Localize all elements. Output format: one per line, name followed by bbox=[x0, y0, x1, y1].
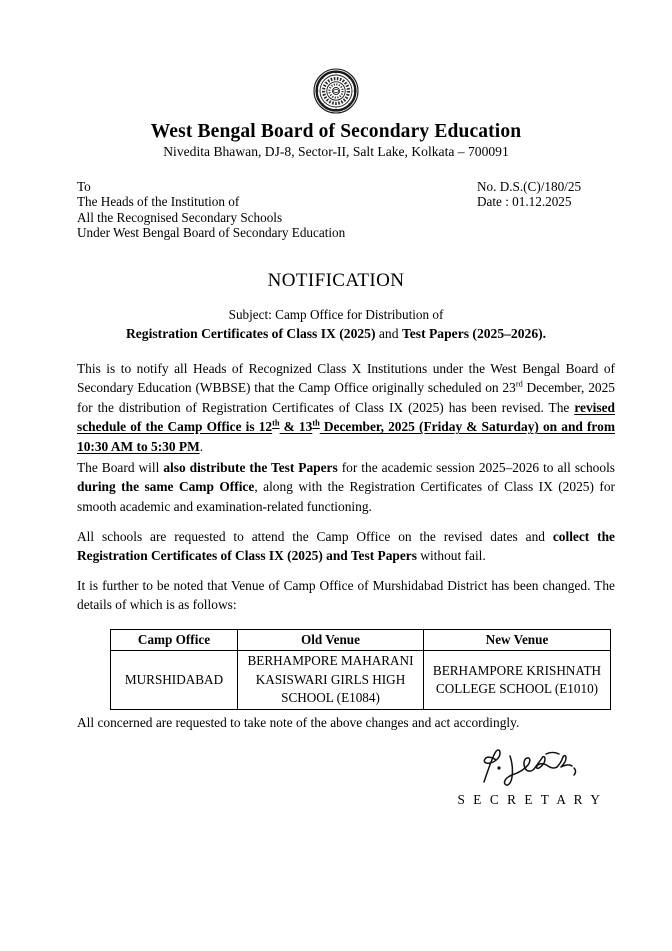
p1-underlined-1: revised schedule of the Camp Office is 12 bbox=[77, 399, 615, 435]
p2-bold-2: during the same Camp Office bbox=[77, 479, 255, 495]
p1-superscript-th-1: th bbox=[272, 418, 280, 428]
signature-block bbox=[440, 744, 620, 808]
signature-designation: S E C R E T A R Y bbox=[457, 792, 603, 807]
addressee-block bbox=[77, 179, 345, 241]
p1-superscript-rd: rd bbox=[515, 379, 523, 389]
p1-text-1: This is to notify all Heads of Recognized Class X Institutions under the West Bengal Board of Secondary Education (WBBSE) that the Camp Office originally scheduled on 23 bbox=[77, 361, 615, 396]
subject-bold-2: Test Papers (2025–2026). bbox=[401, 326, 547, 341]
handwritten-signature-icon bbox=[440, 744, 620, 790]
subject-bold-1: Registration Certificates of Class IX (2025) bbox=[125, 326, 376, 341]
organization-address: Nivedita Bhawan, DJ-8, Sector-II, Salt Lake, Kolkata – 700091 bbox=[163, 144, 509, 159]
p1-underlined-2: & 13 bbox=[279, 419, 313, 435]
addressee-line-4: Under West Bengal Board of Secondary Education bbox=[77, 225, 346, 241]
p3-bold-1: collect the Registration Certificates of Class IX (2025) and Test Papers bbox=[77, 529, 615, 564]
venue-change-table bbox=[110, 629, 611, 710]
p4-text-1: It is further to be noted that Venue of Camp Office of Murshidabad District has been changed. The details of which is as follows: bbox=[77, 578, 615, 613]
memo-date: Date : 01.12.2025 bbox=[477, 194, 572, 210]
reference-block bbox=[477, 179, 581, 210]
cell-old-venue: BERHAMPORE MAHARANI KASISWARI GIRLS HIGH SCHOOL (E1084) bbox=[238, 651, 424, 709]
column-header-new-venue: New Venue bbox=[424, 630, 611, 651]
cell-new-venue: BERHAMPORE KRISHNATH COLLEGE SCHOOL (E1010) bbox=[424, 651, 611, 709]
table-row bbox=[111, 651, 611, 709]
subject-line-1: Subject: Camp Office for Distribution of bbox=[228, 307, 444, 322]
paragraph-collect-certificates bbox=[77, 527, 615, 566]
notification-title: NOTIFICATION bbox=[267, 270, 405, 291]
p1-underlined-3: December, 2025 (Friday & Saturday) on and from 10:30 AM to 5:30 PM bbox=[77, 419, 615, 454]
paragraph-closing bbox=[77, 713, 615, 732]
organization-title: West Bengal Board of Secondary Education bbox=[150, 121, 522, 142]
p1-text-3: . bbox=[199, 438, 204, 454]
paragraph-venue-change bbox=[77, 576, 615, 615]
subject-line-2 bbox=[0, 326, 672, 342]
paragraph-test-papers bbox=[77, 458, 615, 516]
p5-text-1: All concerned are requested to take note of the above changes and act accordingly. bbox=[77, 715, 520, 730]
p2-text-2: for the academic session 2025–2026 to all schools bbox=[337, 460, 615, 475]
p2-text-3: , along with the Registration Certificates of Class IX (2025) for smooth academic and examination-related functioning. bbox=[77, 479, 616, 514]
subject-conjunction: and bbox=[375, 326, 402, 341]
addressee-line-2: The Heads of the Institution of bbox=[77, 194, 240, 210]
p1-superscript-th-2: th bbox=[312, 418, 320, 428]
emblem-container bbox=[0, 68, 672, 114]
addressee-line-3: All the Recognised Secondary Schools bbox=[77, 209, 283, 225]
cell-camp-office: MURSHIDABAD bbox=[111, 651, 238, 709]
column-header-old-venue: Old Venue bbox=[238, 630, 424, 651]
paragraph-revised-schedule bbox=[77, 359, 615, 456]
table-header-row bbox=[111, 630, 611, 651]
p2-text-1: The Board will bbox=[77, 460, 164, 475]
column-header-camp-office: Camp Office bbox=[111, 630, 238, 651]
p1-text-2: December, 2025 for the distribution of Registration Certificates of Class IX (2025) has been revised. The bbox=[77, 380, 615, 415]
addressee-line-1: To bbox=[77, 179, 91, 194]
wbbse-seal-emblem-icon bbox=[313, 68, 359, 114]
p3-text-1: All schools are requested to attend the Camp Office on the revised dates and bbox=[77, 529, 553, 544]
p2-bold-1: also distribute the Test Papers bbox=[163, 460, 338, 475]
memo-number: No. D.S.(C)/180/25 bbox=[477, 179, 582, 194]
p3-text-2: without fail. bbox=[416, 548, 486, 564]
